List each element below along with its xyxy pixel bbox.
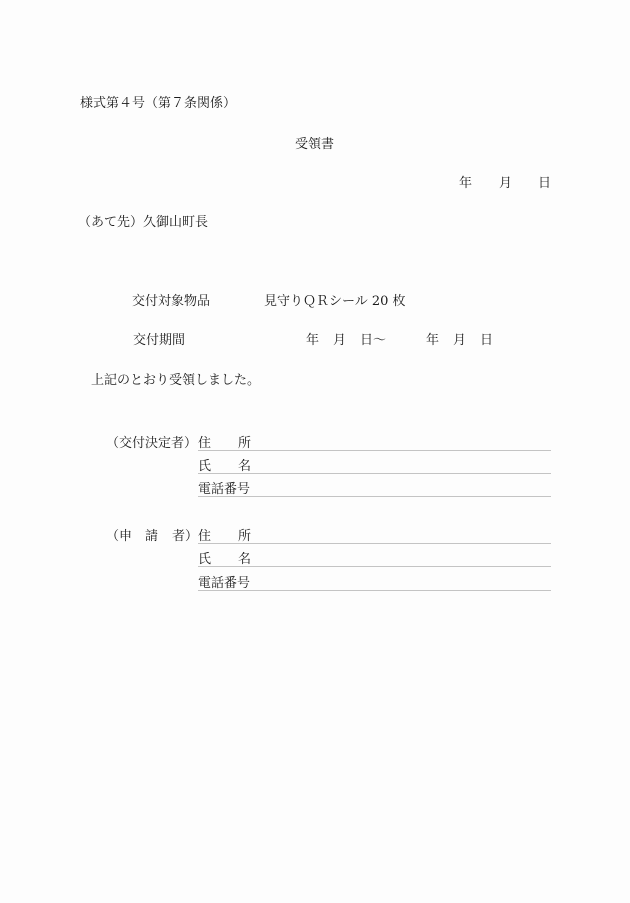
applicant-phone-label: 電話番号 [198,576,251,591]
form-number: 様式第４号（第７条関係） [80,96,237,111]
applicant-name-label-2: 名 [238,552,252,567]
applicant-label-1: （申 [106,529,133,544]
date-month-label: 月 [499,176,513,191]
period-end-year: 年 [426,333,440,348]
applicant-phone-line[interactable] [198,590,551,591]
period-label: 交付期間 [133,333,186,348]
date-year-label: 年 [459,176,473,191]
period-end-day: 日 [480,333,494,348]
applicant-label-2: 請 [145,529,159,544]
addressee: （あて先）久御山町長 [78,215,209,230]
applicant-address-line[interactable] [198,543,551,544]
applicant-name-line[interactable] [198,566,551,567]
date-day-label: 日 [538,176,552,191]
decider-name-label-2: 名 [238,459,252,474]
decider-name-label-1: 氏 [198,459,212,474]
period-start-day: 日～ [360,333,387,348]
decider-address-label-2: 所 [238,436,252,451]
decider-address-line[interactable] [198,450,551,451]
item-value: 見守りＱＲシール 20 枚 [264,294,406,309]
period-start-month: 月 [333,333,347,348]
period-end-month: 月 [453,333,467,348]
applicant-name-label-1: 氏 [198,552,212,567]
decider-name-line[interactable] [198,473,551,474]
document-title: 受領書 [295,137,335,152]
decider-phone-line[interactable] [198,496,551,497]
applicant-address-label-2: 所 [238,529,252,544]
receipt-statement: 上記のとおり受領しました。 [91,373,261,388]
decider-label: （交付決定者） [106,436,198,451]
period-start-year: 年 [306,333,320,348]
applicant-address-label-1: 住 [198,529,212,544]
decider-phone-label: 電話番号 [198,482,251,497]
item-label: 交付対象物品 [132,294,211,309]
decider-address-label-1: 住 [198,436,212,451]
applicant-label-3: 者） [172,529,199,544]
